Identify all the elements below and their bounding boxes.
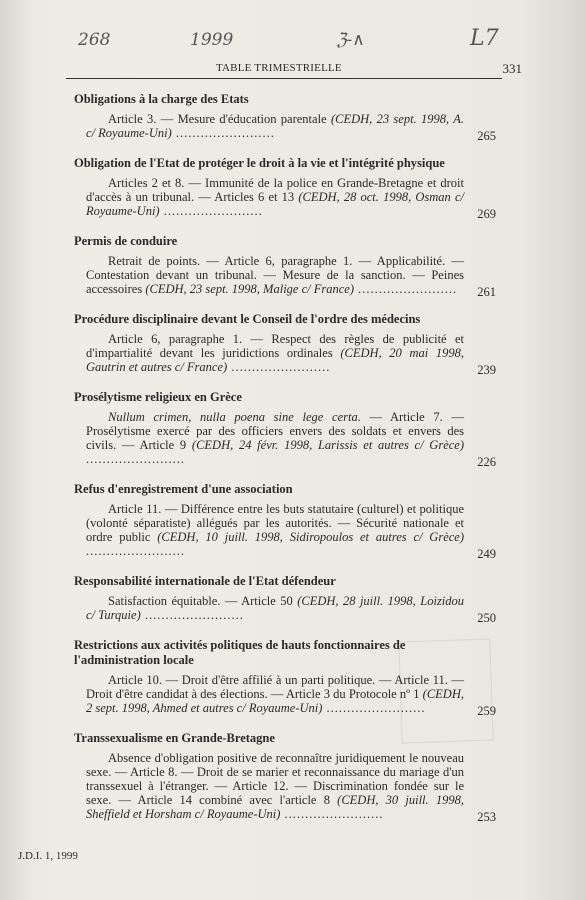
running-header — [66, 61, 522, 79]
toc-section — [74, 390, 496, 469]
page-reference: 253 — [477, 810, 496, 824]
section-heading: Prosélytisme religieux en Grèce — [74, 390, 242, 404]
dot-leader: ........................ — [159, 204, 263, 218]
section-heading: Transsexualisme en Grande-Bretagne — [74, 731, 275, 745]
case-citation: (CEDH, 2 sept. 1998, Ahmed et autres c/ Royaume-Uni) — [86, 687, 464, 715]
case-citation: (CEDH, 30 juill. 1998, Sheffield et Horsham c/ Royaume-Uni) — [86, 793, 464, 821]
toc-section — [74, 482, 496, 561]
entry-text — [74, 410, 474, 466]
case-citation: (CEDH, 28 oct. 1998, Osman c/ Royaume-Uni) — [86, 190, 464, 218]
page-reference: 250 — [477, 611, 496, 625]
page-number: 331 — [502, 61, 522, 76]
dot-leader: ........................ — [86, 544, 185, 558]
section-heading: Refus d'enregistrement d'une association — [74, 482, 293, 496]
section-heading: Restrictions aux activités politiques de hauts fonctionnaires de l'administration locale — [74, 638, 406, 667]
toc-section — [74, 638, 496, 718]
entry-text — [74, 254, 474, 296]
journal-footer: J.D.I. 1, 1999 — [18, 850, 78, 862]
entry-text — [74, 673, 474, 715]
handwritten-note-center: ℨ-∧ — [336, 30, 365, 50]
section-heading: Responsabilité internationale de l'Etat défendeur — [74, 574, 336, 588]
page-reference: 259 — [477, 704, 496, 718]
page-reference: 261 — [477, 285, 496, 299]
dot-leader: ........................ — [86, 452, 185, 466]
entry-description: Article 3. — Mesure d'éducation parentale — [108, 112, 331, 126]
toc-section — [74, 312, 496, 377]
case-citation: (CEDH, 10 juill. 1998, Sidiropoulos et autres c/ Grèce) — [157, 530, 464, 544]
handwritten-note-left: 268 — [78, 30, 111, 50]
section-heading: Obligations à la charge des Etats — [74, 92, 249, 106]
toc-section — [74, 234, 496, 299]
dot-leader: ........................ — [354, 282, 458, 296]
page-reference: 265 — [477, 129, 496, 143]
toc-section — [74, 92, 496, 143]
entry-description: Retrait de points. — Article 6, paragraphe 1. — Applicabilité. — Contestation devant un tribunal. — Mesure de la sanction. — Peines accessoires — [86, 254, 464, 296]
dot-leader: ........................ — [140, 608, 244, 622]
entry-description: — Article 7. — Prosélytisme exercé par des officiers envers des soldats et envers des civils. — Article 9 — [86, 410, 464, 452]
case-citation: (CEDH, 23 sept. 1998, A. c/ Royaume-Uni) — [86, 112, 464, 140]
entry-description: Articles 2 et 8. — Immunité de la police en Grande-Bretagne et droit d'accès à un tribunal. — Articles 6 et 13 — [86, 176, 464, 204]
entry-text — [74, 751, 474, 821]
dot-leader: ........................ — [227, 360, 331, 374]
page-reference: 239 — [477, 363, 496, 377]
entry-description: Satisfaction équitable. — Article 50 — [108, 594, 298, 608]
handwritten-note-year: 1999 — [190, 30, 234, 50]
toc-section — [74, 731, 496, 824]
page-reference: 269 — [477, 207, 496, 221]
dot-leader: ........................ — [171, 126, 275, 140]
dot-leader: ........................ — [280, 807, 384, 821]
section-heading: Procédure disciplinaire devant le Conseil de l'ordre des médecins — [74, 312, 421, 326]
latin-maxim: Nullum crimen, nulla poena sine lege certa. — [108, 410, 361, 424]
dot-leader: ........................ — [322, 701, 426, 715]
entry-text — [74, 332, 474, 374]
toc-section — [74, 574, 496, 625]
section-heading: Obligation de l'Etat de protéger le droit à la vie et l'intégrité physique — [74, 156, 445, 170]
entry-description: Article 11. — Différence entre les buts statutaire (culturel) et politique (volonté séparatiste) allégués par les autorités. — Sécurité nationale et ordre public — [86, 502, 464, 544]
toc-section — [74, 156, 496, 221]
handwritten-note-right: L7 — [470, 26, 499, 51]
case-citation: (CEDH, 28 juill. 1998, Loizidou c/ Turquie) — [86, 594, 465, 622]
case-citation: (CEDH, 23 sept. 1998, Malige c/ France) — [145, 282, 354, 296]
entry-text — [74, 176, 474, 218]
entry-description: Article 10. — Droit d'être affilié à un parti politique. — Article 11. — Droit d'être candidat à des élections. — Article 3 du Protocole nº 1 — [86, 673, 464, 701]
case-citation: (CEDH, 20 mai 1998, Gautrin et autres c/ France) — [86, 346, 464, 374]
entry-text — [74, 594, 474, 622]
header-title: TABLE TRIMESTRIELLE — [216, 62, 342, 74]
page-reference: 226 — [477, 455, 496, 469]
section-heading: Permis de conduire — [74, 234, 178, 248]
entry-description: Absence d'obligation positive de reconnaître juridiquement le nouveau sexe. — Article 8. — Droit de se marier et reconnaissance du mariage d'un transsexuel à l'étranger. — Article 12. — Discrimination fondée sur le sexe. — Article 14 combiné avec l'article 8 — [86, 751, 464, 807]
entry-text — [74, 502, 474, 558]
entry-text — [74, 112, 474, 140]
entry-description: Article 6, paragraphe 1. — Respect des règles de publicité et d'impartialité devant les juridictions ordinales — [86, 332, 464, 360]
page-reference: 249 — [477, 547, 496, 561]
case-citation: (CEDH, 24 févr. 1998, Larissis et autres c/ Grèce) — [191, 438, 464, 452]
table-of-contents — [74, 92, 496, 837]
